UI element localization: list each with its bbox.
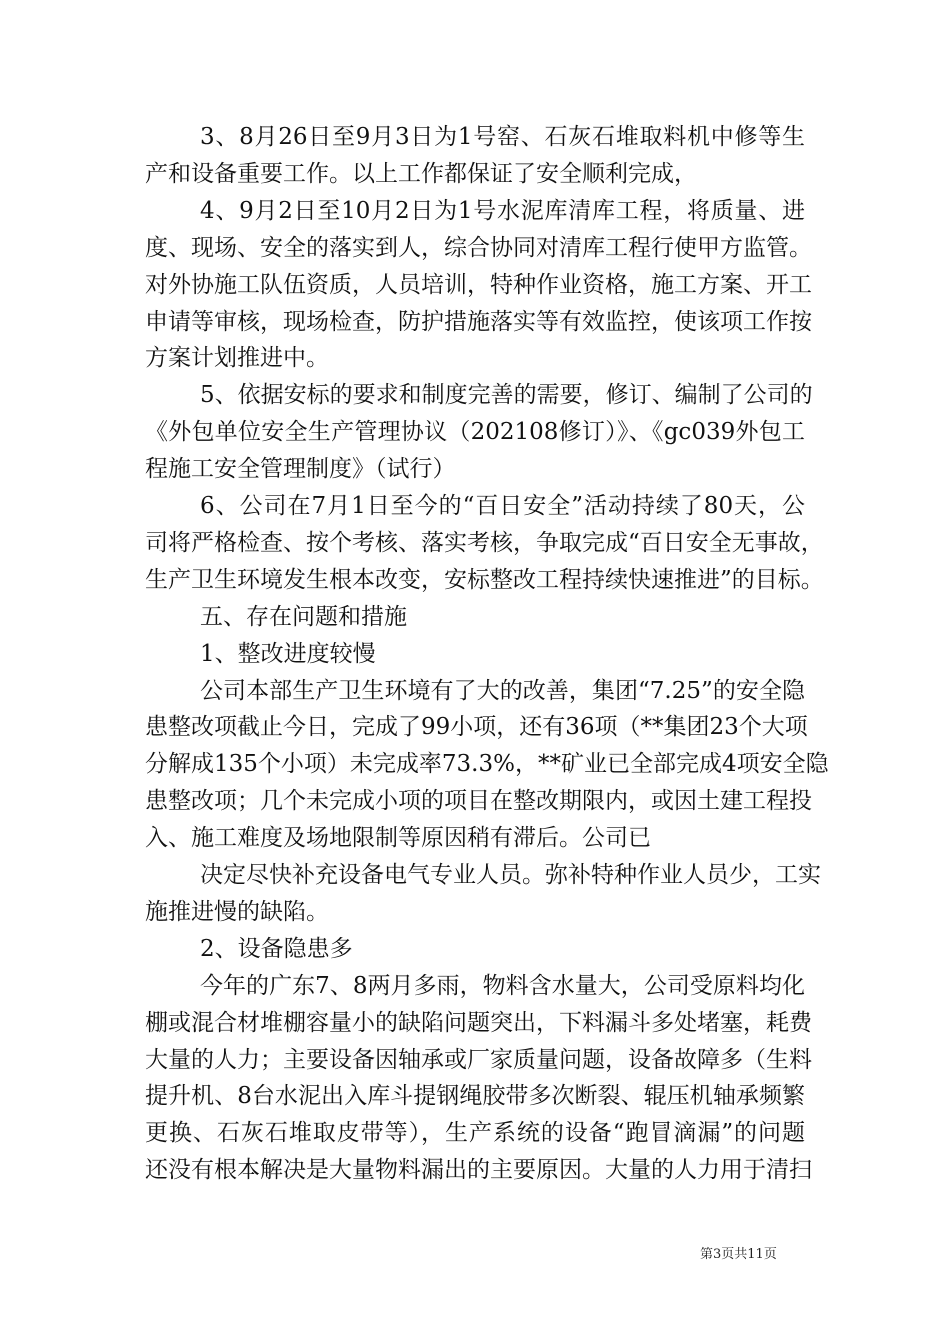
text-line: 6、公司在7月1日至今的“百日安全”活动持续了80天，公: [200, 493, 805, 519]
text-line: 五、存在问题和措施: [200, 603, 407, 630]
page-number-footer: 第3页共11页: [700, 1247, 777, 1262]
text-line: 施推进慢的缺陷。: [145, 898, 329, 925]
text-line: 分解成135个小项）未完成率73.3%，**矿业已全部完成4项安全隐: [145, 751, 829, 778]
text-line: 对外协施工队伍资质，人员培训，特种作业资格，施工方案、开工: [145, 271, 812, 298]
text-line: 申请等审核，现场检查，防护措施落实等有效监控，使该项工作按: [145, 308, 812, 335]
text-line: 更换、石灰石堆取皮带等），生产系统的设备“跑冒滴漏”的问题: [145, 1120, 805, 1147]
text-line: 2、设备隐患多: [200, 935, 353, 962]
text-line: 患整改项截止今日，完成了99小项，还有36项（**集团23个大项: [145, 714, 808, 741]
text-line: 还没有根本解决是大量物料漏出的主要原因。大量的人力用于清扫: [145, 1157, 812, 1184]
text-line: 3、8月26日至9月3日为1号窑、石灰石堆取料机中修等生: [200, 124, 805, 150]
text-line: 4、9月2日至10月2日为1号水泥库清库工程，将质量、进: [200, 197, 805, 224]
text-line: 棚或混合材堆棚容量小的缺陷问题突出，下料漏斗多处堵塞，耗费: [145, 1009, 812, 1036]
text-line: 5、依据安标的要求和制度完善的需要，修订、编制了公司的: [200, 382, 813, 409]
text-line: 患整改项；几个未完成小项的项目在整改期限内，或因土建工程投: [145, 788, 812, 815]
text-line: 生产卫生环境发生根本改变，安标整改工程持续快速推进”的目标。: [145, 566, 824, 593]
text-line: 方案计划推进中。: [145, 345, 329, 372]
text-line: 程施工安全管理制度》（试行）: [145, 456, 456, 483]
text-line: 《外包单位安全生产管理协议（202108修订）》、《gc039外包工: [145, 419, 805, 446]
text-line: 提升机、8台水泥出入库斗提钢绳胶带多次断裂、辊压机轴承频繁: [145, 1083, 805, 1110]
text-line: 入、施工难度及场地限制等原因稍有滞后。公司已: [145, 825, 651, 852]
text-line: 产和设备重要工作。以上工作都保证了安全顺利完成，: [145, 160, 697, 187]
text-line: 公司本部生产卫生环境有了大的改善，集团“7.25”的安全隐: [200, 677, 805, 704]
text-line: 1、整改进度较慢: [200, 640, 376, 667]
text-line: 度、现场、安全的落实到人，综合协同对清库工程行使甲方监管。: [145, 234, 812, 261]
text-line: 决定尽快补充设备电气专业人员。弥补特种作业人员少，工实: [200, 862, 821, 888]
text-line: 今年的广东7、8两月多雨，物料含水量大，公司受原料均化: [200, 972, 805, 999]
text-line: 司将严格检查、按个考核、落实考核，争取完成“百日安全无事故，: [145, 529, 824, 556]
text-line: 大量的人力；主要设备因轴承或厂家质量问题，设备故障多（生料: [145, 1046, 812, 1073]
